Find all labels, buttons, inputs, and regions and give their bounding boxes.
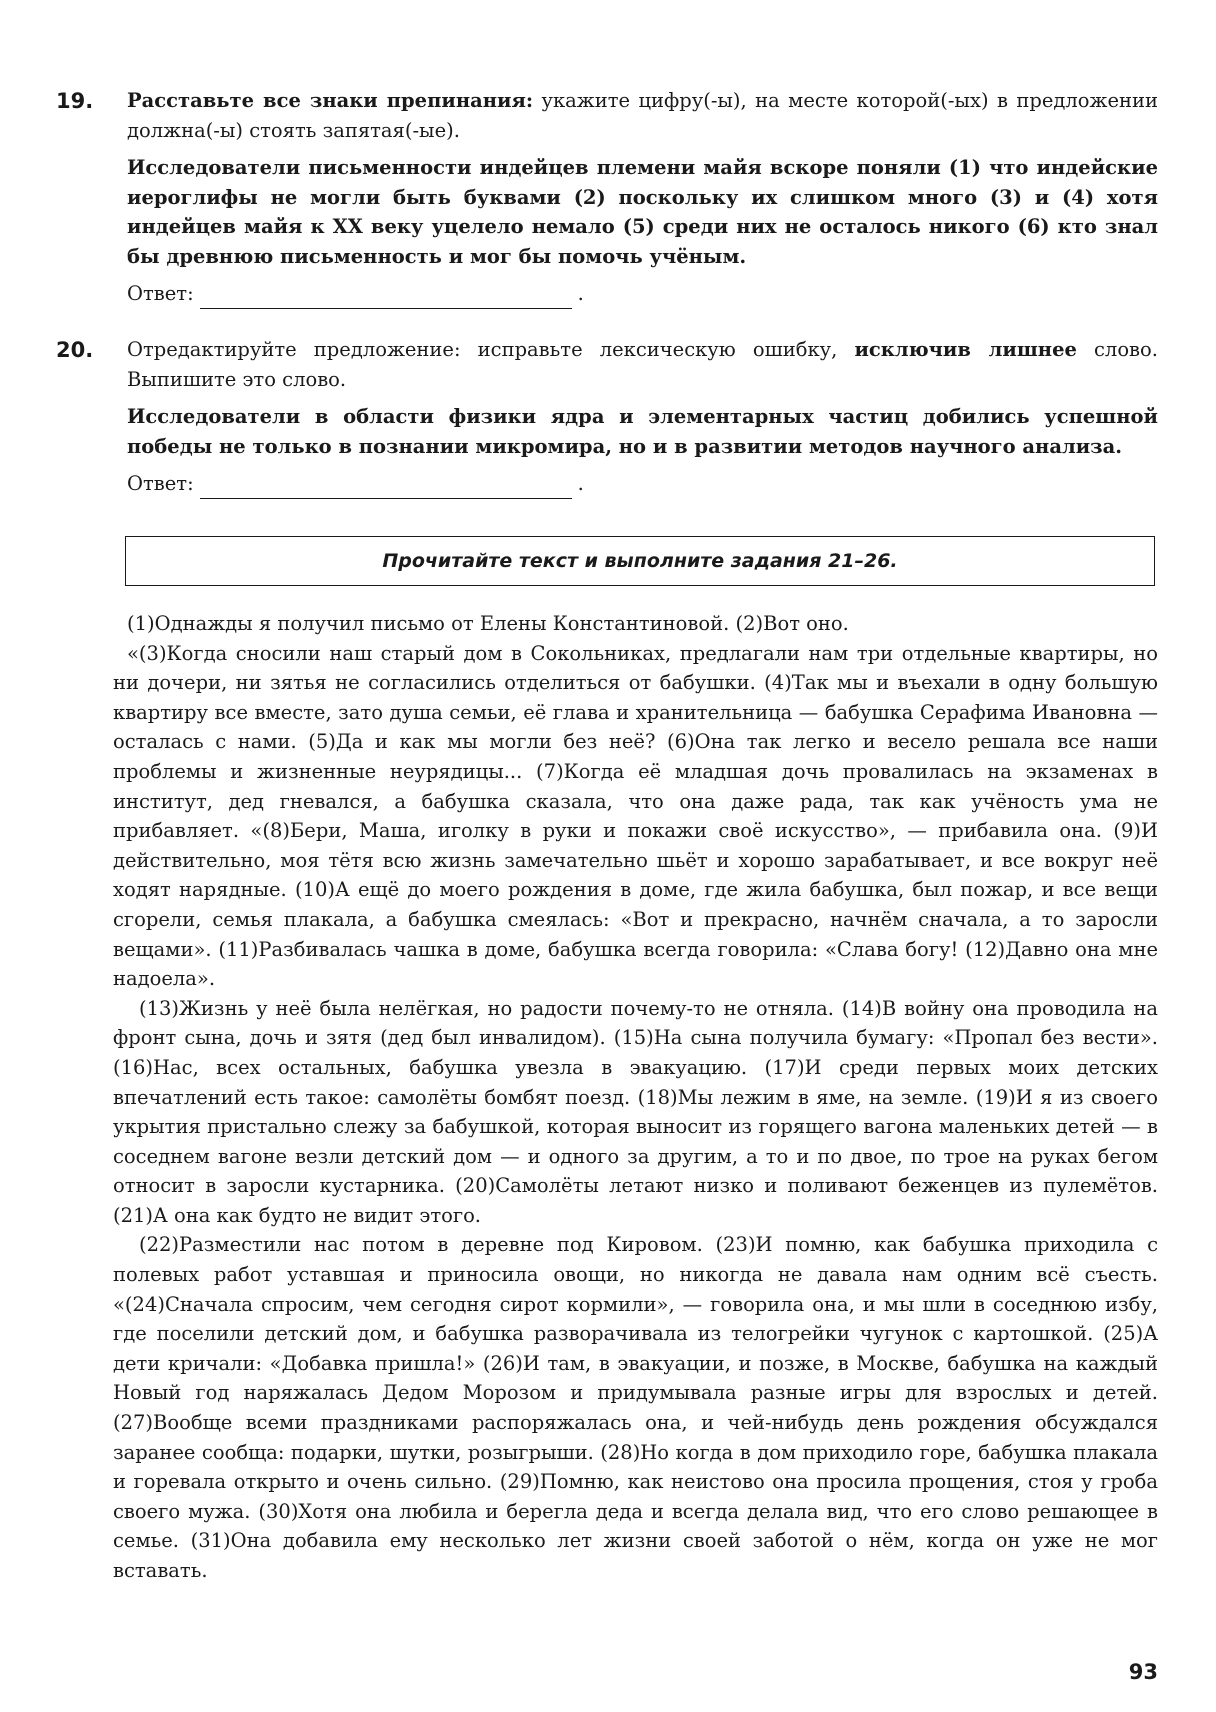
answer-period: .: [577, 282, 584, 305]
task-instruction: [127, 335, 1158, 394]
task-sentence: Исследователи письменности индейцев племени майя вскоре поняли (1) что индейские иероглифы не могли быть буквами (2) поскольку их слишком много (3) и (4) хотя индейцев майя к XX веку уцелело немало (5) среди них не осталось никого (6) кто знал бы древнюю письменность и мог бы помочь учёным.: [127, 156, 1158, 268]
instruction-bold: Расставьте все знаки препинания:: [127, 89, 534, 112]
text-paragraph: (1)Однажды я получил письмо от Елены Константиновой. (2)Вот оно.: [127, 612, 849, 635]
instruction-bold: исключив лишнее: [854, 338, 1077, 361]
text-paragraph: «(3)Когда сносили наш старый дом в Сокольниках, предлагали нам три отдельные квартиры, но ни дочери, ни зятья не согласились отделиться от бабушки. (4)Так мы и въехали в одну большую квартиру все вместе, зато душа семьи, её глава и хранительница — бабушка Серафима Ивановна — осталась с нами. (5)Да и как мы могли без неё? (6)Она так легко и весело решала все наши проблемы и жизненные неурядицы... (7)Когда её младшая дочь провалилась на экзаменах в институт, дед гневался, а бабушка сказала, что она даже рада, так как учёность ума не прибавляет. «(8)Бери, Маша, иголку в руки и покажи своё искусство», — прибавила она. (9)И действительно, моя тётя всю жизнь замечательно шьёт и хорошо зарабатывает, и все вокруг неё ходят нарядные. (10)А ещё до моего рождения в доме, где жила бабушка, был пожар, и все вещи сгорели, семья плакала, а бабушка смеялась: «Вот и прекрасно, начнём сначала, а то заросли вещами». (11)Разбивалась чашка в доме, бабушка всегда говорила: «Слава богу! (12)Давно она мне надоела».: [113, 641, 1158, 991]
answer-line: [127, 469, 1158, 499]
answer-field[interactable]: [200, 476, 572, 499]
task-number: 20.: [56, 338, 94, 362]
answer-label: Ответ:: [127, 472, 194, 495]
task-body: [127, 86, 1158, 309]
task-sentence: Исследователи в области физики ядра и элементарных частиц добились успешной победы не только в познании микромира, но и в развитии методов научного анализа.: [127, 405, 1158, 458]
page-number: 93: [1128, 1660, 1158, 1684]
instruction-text: укажите цифру(-ы), на месте которой(-ых) в предложении должна(-ы) стоять запятая(-ые).: [127, 89, 1158, 142]
task-number: 19.: [56, 89, 94, 113]
answer-field[interactable]: [200, 286, 572, 309]
text-paragraph: (13)Жизнь у неё была нелёгкая, но радости почему-то не отняла. (14)В войну она проводила на фронт сына, дочь и зятя (дед был инвалидом). (15)На сына получила бумагу: «Пропал без вести». (16)Нас, всех остальных, бабушка увезла в эвакуацию. (17)И среди первых моих детских впечатлений есть такое: самолёты бомбят поезд. (18)Мы лежим в яме, на земле. (19)И я из своего укрытия пристально слежу за бабушкой, которая выносит из горящего вагона маленьких детей — в соседнем вагоне везли детский дом — и одного за другим, а то и по двое, по трое на руках бегом относит в заросли кустарника. (20)Самолёты летают низко и поливают беженцев из пулемётов. (21)А она как будто не видит этого.: [113, 996, 1158, 1227]
instruction-text: Отредактируйте предложение: исправьте лексическую ошибку,: [127, 338, 855, 361]
task-instruction: [127, 86, 1158, 145]
answer-label: Ответ:: [127, 282, 194, 305]
task-body: [127, 335, 1158, 499]
task-20: [56, 335, 1158, 499]
reading-text: [113, 609, 1158, 1586]
answer-line: [127, 279, 1158, 309]
task-19: [56, 86, 1158, 309]
text-paragraph: (22)Разместили нас потом в деревне под Кировом. (23)И помню, как бабушка приходила с полевых работ уставшая и приносила овощи, но никогда не давала нам одним всё съесть. «(24)Сначала спросим, чем сегодня сирот кормили», — говорила она, и мы шли в соседнюю избу, где поселили детский дом, и бабушка разворачивала из телогрейки чугунок с картошкой. (25)А дети кричали: «Добавка пришла!» (26)И там, в эвакуации, и позже, в Москве, бабушка на каждый Новый год наряжалась Дедом Морозом и придумывала разные игры для взрослых и детей. (27)Вообще всеми праздниками распоряжалась она, и чей-нибудь день рождения обсуждался заранее сообща: подарки, шутки, розыгрыши. (28)Но когда в дом приходило горе, бабушка плакала и горевала открыто и очень сильно. (29)Помню, как неистово она просила прощения, стоя у гроба своего мужа. (30)Хотя она любила и берегла деда и всегда делала вид, что его слово решающее в семье. (31)Она добавила ему несколько лет жизни своей заботой о нём, когда он уже не мог вставать.: [113, 1233, 1158, 1582]
reading-instruction-banner: Прочитайте текст и выполните задания 21–26.: [125, 536, 1155, 586]
instruction-text-end: слово. Выпишите это слово.: [127, 338, 1158, 391]
answer-period: .: [577, 472, 584, 495]
